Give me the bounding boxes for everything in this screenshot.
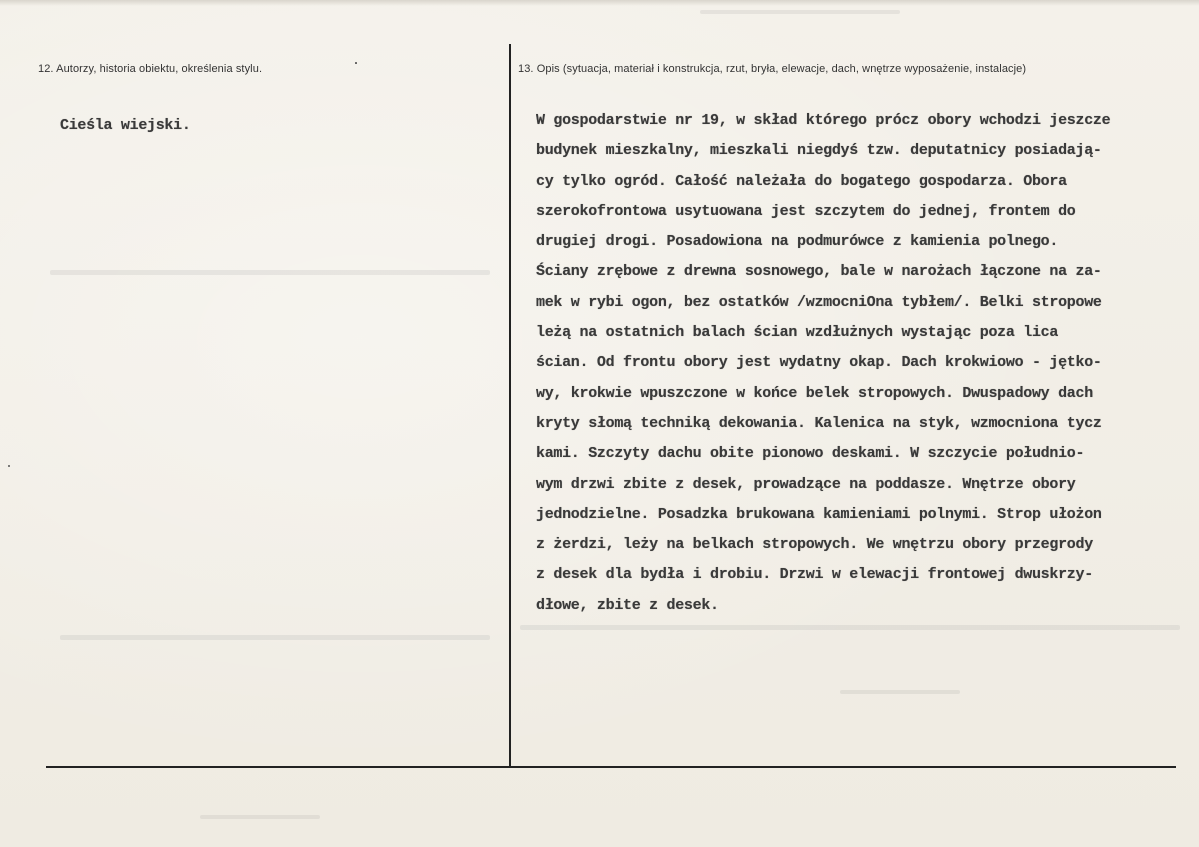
show-through-mark (60, 635, 490, 640)
description-line: cy tylko ogród. Całość należała do bogatego gospodarza. Obora (536, 172, 1067, 190)
description-line: drugiej drogi. Posadowiona na podmurówce z kamienia polnego. (536, 233, 1059, 251)
description-line: kryty słomą techniką dekowania. Kalenica na styk, wzmocniona tycz (536, 414, 1102, 432)
description-line: leżą na ostatnich balach ścian wzdłużnych wystając poza lica (536, 324, 1059, 342)
column-divider (509, 44, 511, 767)
description-line: wy, krokwie wpuszczone w końce belek stropowych. Dwuspadowy dach (536, 384, 1093, 402)
description-line: szerokofrontowa usytuowana jest szczytem do jednej, frontem do (536, 202, 1076, 220)
show-through-mark (50, 270, 490, 275)
show-through-mark (700, 10, 900, 14)
description-line: W gospodarstwie nr 19, w skład którego prócz obory wchodzi jeszcze (536, 112, 1111, 129)
description-line: z żerdzi, leży na belkach stropowych. We wnętrzu obory przegrody (536, 536, 1093, 554)
paper-speck (8, 465, 10, 467)
show-through-mark (840, 690, 960, 694)
show-through-mark (200, 815, 320, 819)
page-top-edge (0, 0, 1199, 6)
section-13-heading: 13. Opis (sytuacja, materiał i konstrukcja, rzut, bryła, elewacje, dach, wnętrze wyposażenie, instalacje) (518, 63, 1027, 75)
description-line: jednodzielne. Posadzka brukowana kamieniami polnymi. Strop ułożon (536, 505, 1102, 523)
paper-speck (355, 62, 357, 64)
description-line: kami. Szczyty dachu obite pionowo deskami. W szczycie południo- (536, 445, 1085, 463)
description-line: dłowe, zbite z desek. (536, 596, 719, 614)
section-12-heading: 12. Autorzy, historia obiektu, określenia stylu. (38, 63, 263, 75)
description-line: wym drzwi zbite z desek, prowadzące na poddasze. Wnętrze obory (536, 475, 1076, 493)
description-line: mek w rybi ogon, bez ostatków /wzmocniOna tybłem/. Belki stropowe (536, 293, 1102, 311)
bottom-rule (46, 766, 1176, 768)
description-line: z desek dla bydła i drobiu. Drzwi w elewacji frontowej dwuskrzy- (536, 566, 1093, 584)
description-line: budynek mieszkalny, mieszkali niegdyś tzw. deputatnicy posiadają- (536, 142, 1102, 160)
description-text (536, 106, 1198, 616)
description-line: ścian. Od frontu obory jest wydatny okap. Dach krokwiowo - jętko- (536, 354, 1102, 372)
description-line: Ściany zrębowe z drewna sosnowego, bale w narożach łączone na za- (536, 263, 1102, 281)
authors-text: Cieśla wiejski. (60, 117, 191, 134)
show-through-mark (520, 625, 1180, 630)
